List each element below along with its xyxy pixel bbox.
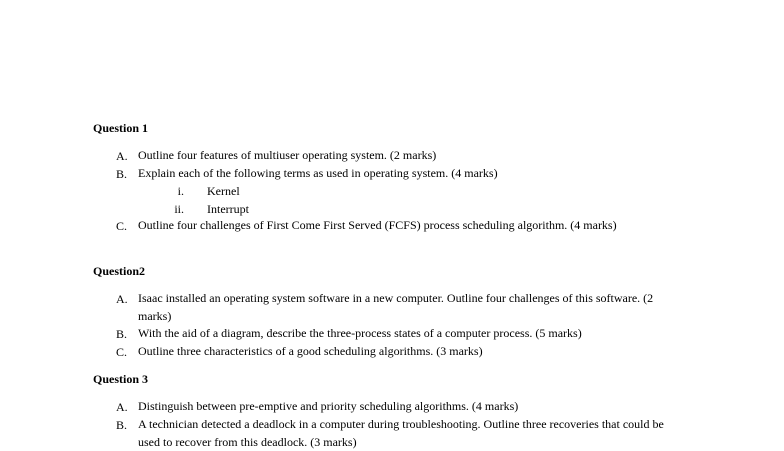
question-1-heading: Question 1: [93, 121, 149, 135]
question-1-item-c-text: Outline four challenges of First Come First Served (FCFS) process scheduling algorithm. (4 marks): [138, 218, 617, 232]
question-2-heading: Question2: [93, 264, 146, 278]
question-1-subitem-ii-text: Interrupt: [207, 202, 249, 216]
question-2-item-c-letter: C.: [116, 345, 128, 359]
question-3-heading: Question 3: [93, 372, 149, 386]
question-2-item-c-text: Outline three characteristics of a good scheduling algorithms. (3 marks): [138, 344, 483, 358]
question-3-item-b-text: A technician detected a deadlock in a computer during troubleshooting. Outline three recoveries that could be used to recover from this deadlock. (3 marks): [138, 417, 664, 449]
question-1-item-a-letter: A.: [116, 149, 128, 163]
question-1-item-b-text: Explain each of the following terms as used in operating system. (4 marks): [138, 166, 498, 180]
question-3-item-a-text: Distinguish between pre-emptive and priority scheduling algorithms. (4 marks): [138, 399, 519, 413]
question-3-item-b-letter: B.: [116, 418, 128, 432]
question-1-item-b-letter: B.: [116, 167, 128, 181]
question-2-item-b-letter: B.: [116, 327, 128, 341]
question-2-item-a-text: Isaac installed an operating system software in a new computer. Outline four challenges of this software. (2 marks): [138, 291, 654, 323]
question-1-item-a-text: Outline four features of multiuser operating system. (2 marks): [138, 148, 437, 162]
question-3-item-a-letter: A.: [116, 400, 128, 414]
question-1-subitem-i-number: i.: [177, 184, 184, 198]
question-2-item-a-letter: A.: [116, 292, 128, 306]
question-2-item-b-text: With the aid of a diagram, describe the three-process states of a computer process. (5 marks): [138, 326, 582, 340]
question-1-subitem-i-text: Kernel: [207, 184, 240, 198]
question-1-item-c-letter: C.: [116, 219, 128, 233]
question-1-subitem-ii-number: ii.: [174, 202, 184, 216]
